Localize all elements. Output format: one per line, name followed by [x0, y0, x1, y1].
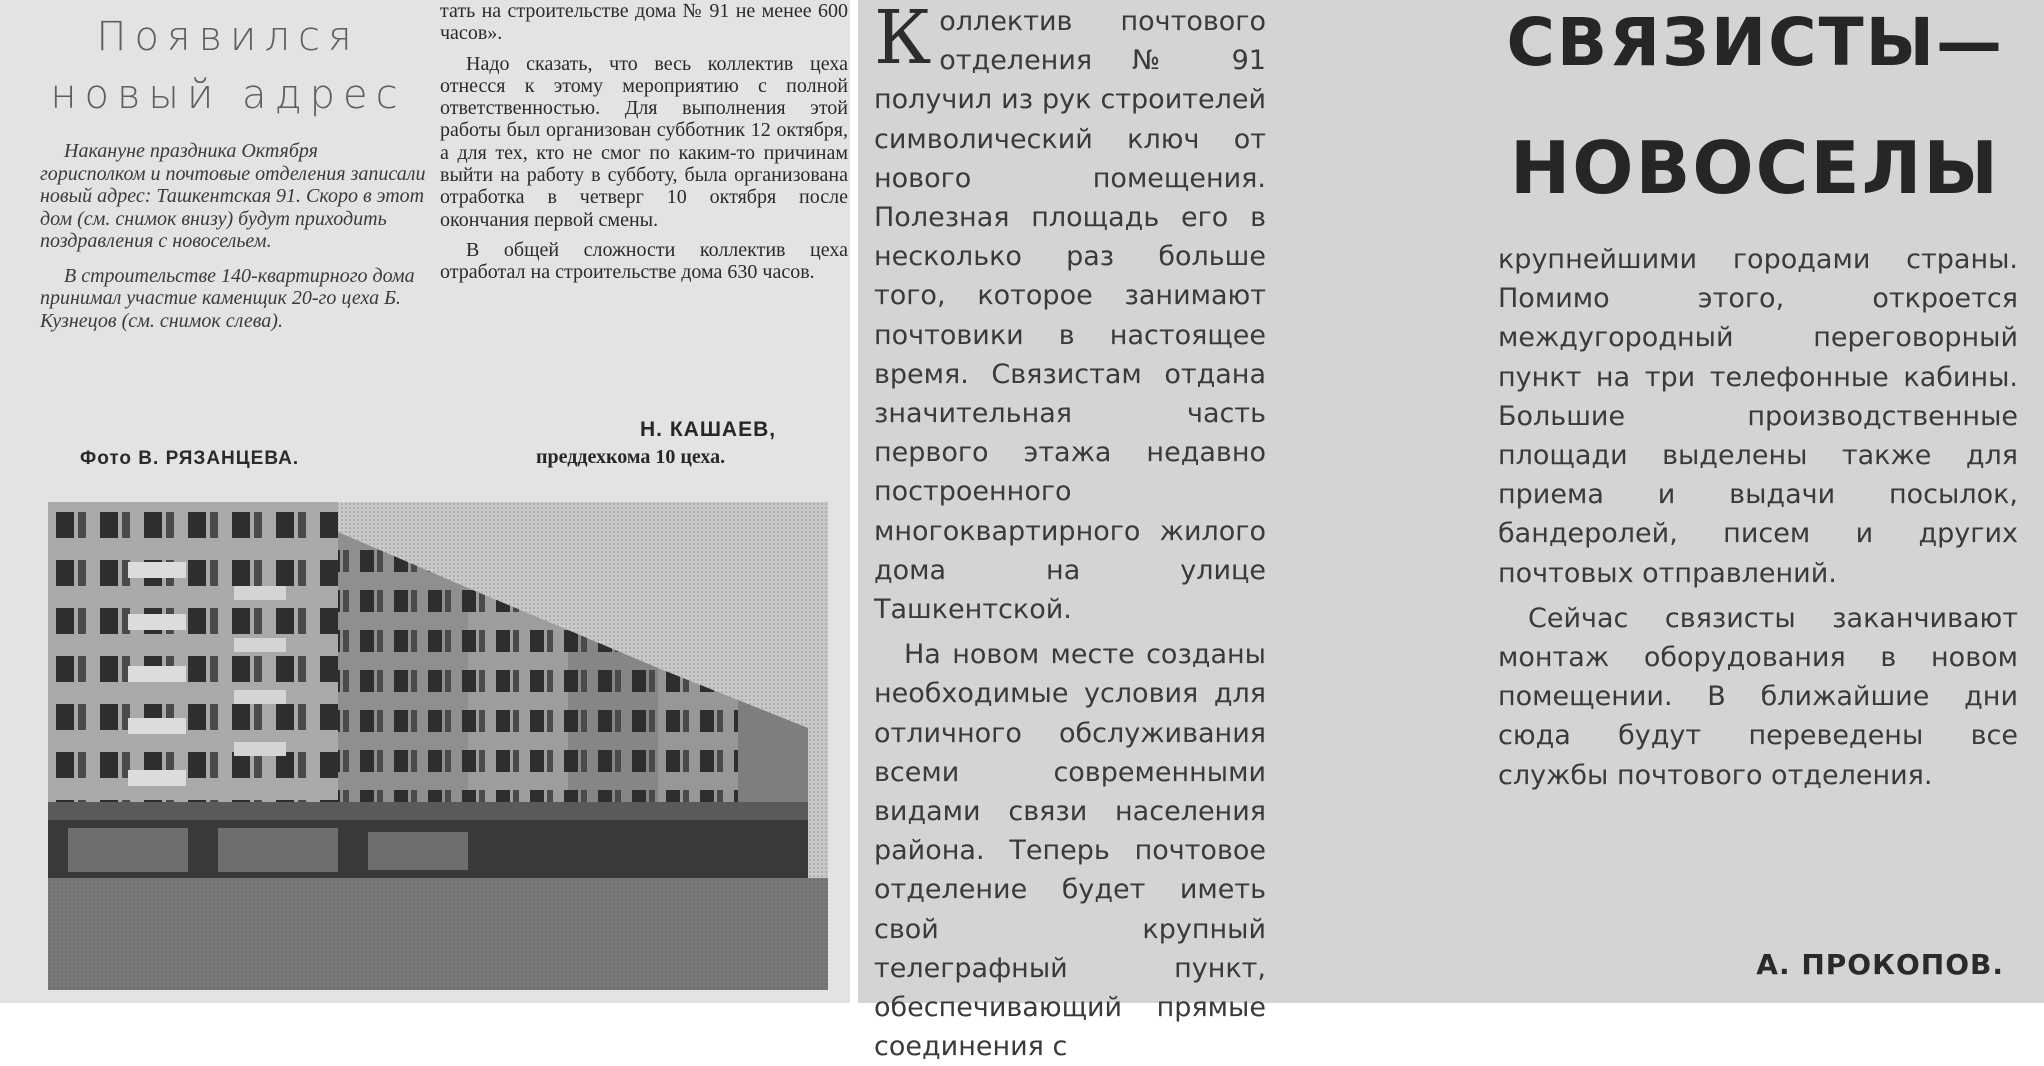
article-title-line-2: новый адрес [50, 72, 406, 118]
body-paragraph: тать на строительстве дома № 91 не менее 600 часов». [440, 0, 848, 45]
left-clipping [0, 0, 850, 1003]
article-title-line-1: Появился [96, 14, 360, 60]
article-column-2 [1498, 240, 2018, 795]
body-paragraph: Надо сказать, что весь коллектив цеха отнесся к этому мероприятию с полной ответственностью. Для выполнения этой работы был организован субботник 12 октября, а для тех, кто не смог по каким-то причинам выйти на работу в субботу, была организована отработка в четверг 10 октября после окончания первой смены. [440, 52, 848, 231]
lead-paragraph: Накануне праздника Октября горисполком и почтовые отделения записали новый адрес: Ташкентская 91. Скоро в этот дом (см. снимок внизу) будут приходить поздравления с новосельем. [40, 140, 426, 252]
lead-text [40, 140, 428, 344]
photo-credit: Фото В. РЯЗАНЦЕВА. [80, 448, 300, 469]
headline-line-1: СВЯЗИСТЫ— [1506, 4, 2004, 81]
column-paragraph: Сейчас связисты заканчивают монтаж оборудования в новом помещении. В ближайшие дни сюда будут переведены все службы почтового отделения. [1498, 602, 2018, 791]
drop-cap: К [874, 0, 932, 81]
column-paragraph [874, 2, 1266, 629]
paragraph-text: оллектив почтового отделения № 91 получил из рук строителей символический ключ от нового помещения. Полезная площадь его в несколько раз больше того, которое занимают почтовики в настоящее время. Связистам отдана значительная часть первого этажа недавно построенного многоквартирного жилого дома на улице Ташкентской. [874, 6, 1266, 626]
lead-paragraph: В строительстве 140-квартирного дома принимал участие каменщик 20-го цеха Б. Кузнецов (см. снимок слева). [40, 264, 415, 332]
article-column-1 [874, 2, 1266, 1066]
column-paragraph: На новом месте созданы необходимые условия для отличного обслуживания всеми современными видами связи населения района. Теперь почтовое отделение будет иметь свой крупный телеграфный пункт, обеспечивающий прямые соединения с [874, 639, 1266, 1063]
column-paragraph: крупнейшими городами страны. Помимо этого, откроется междугородный переговорный пункт на три телефонные кабины. Большие производственные площади выделены также для приема и выдачи посылок, бандеролей, писем и других почтовых отправлений. [1498, 244, 2018, 589]
building-photo [48, 502, 828, 990]
signature-name: Н. КАШАЕВ, [640, 418, 777, 441]
right-clipping [858, 0, 2044, 1063]
article-body-column [440, 0, 848, 292]
body-paragraph: В общей сложности коллектив цеха отработал на строительстве дома 630 часов. [440, 238, 848, 284]
author-signature: А. ПРОКОПОВ. [1756, 948, 2004, 981]
signature-role: преддехкома 10 цеха. [536, 446, 726, 468]
headline-line-2: НОВОСЕЛЫ [1510, 126, 2000, 210]
building-illustration [48, 502, 828, 990]
